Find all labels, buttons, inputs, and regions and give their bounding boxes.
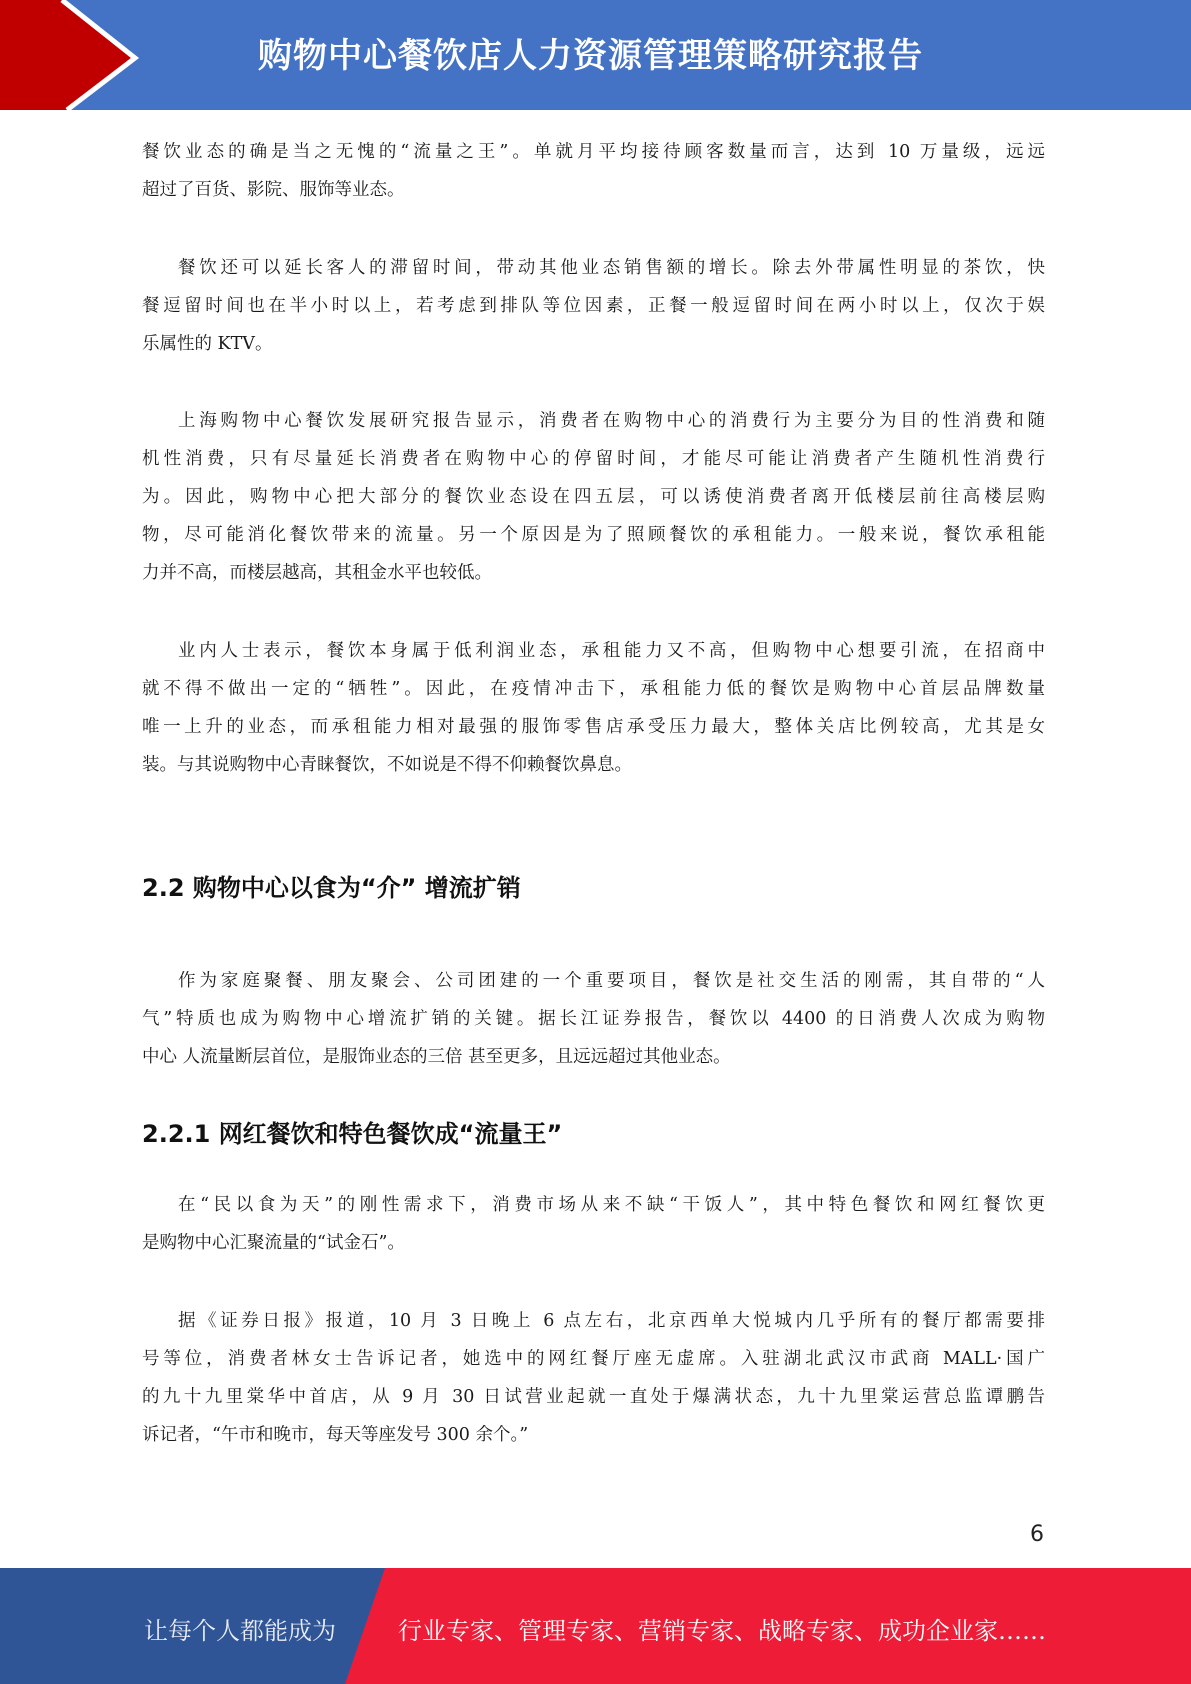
text-line: 业内人士表示，餐饮本身属于低利润业态，承租能力又不高，但购物中心想要引流，在招商中 bbox=[178, 641, 1045, 661]
paragraph bbox=[142, 632, 1045, 784]
text-line: 在“民以食为天”的刚性需求下，消费市场从来不缺“干饭人”，其中特色餐饮和网红餐饮更 bbox=[178, 1195, 1045, 1215]
text-line: 装。与其说购物中心青睐餐饮，不如说是不得不仰赖餐饮鼻息。 bbox=[142, 755, 632, 775]
section-heading-2-2-1: 2.2.1 网红餐饮和特色餐饮成“流量王” bbox=[142, 1120, 563, 1148]
paragraph bbox=[142, 1302, 1045, 1454]
footer-slogan-left: 让每个人都能成为 bbox=[144, 1617, 336, 1645]
text-line: 号等位，消费者林女士告诉记者，她选中的网红餐厅座无虚席。入驻湖北武汉市武商 MALL·国广 bbox=[142, 1349, 1045, 1369]
text-line: 据《证券日报》报道，10 月 3 日晚上 6 点左右，北京西单大悦城内几乎所有的餐厅都需要排 bbox=[178, 1311, 1045, 1331]
text-line: 唯一上升的业态，而承租能力相对最强的服饰零售店承受压力最大，整体关店比例较高，尤其是女 bbox=[142, 717, 1045, 737]
text-line: 是购物中心汇聚流量的“试金石”。 bbox=[142, 1233, 405, 1253]
text-line: 为。因此，购物中心把大部分的餐饮业态设在四五层，可以诱使消费者离开低楼层前往高楼层购 bbox=[142, 487, 1045, 507]
text-line: 气”特质也成为购物中心增流扩销的关键。据长江证券报告，餐饮以 4400 的日消费人次成为购物 bbox=[142, 1009, 1045, 1029]
text-line: 力并不高，而楼层越高，其租金水平也较低。 bbox=[142, 563, 492, 583]
text-line: 餐饮业态的确是当之无愧的“流量之王”。单就月平均接待顾客数量而言，达到 10 万量级，远远 bbox=[142, 142, 1045, 162]
text-line: 物，尽可能消化餐饮带来的流量。另一个原因是为了照顾餐饮的承租能力。一般来说，餐饮承租能 bbox=[142, 525, 1045, 545]
paragraph bbox=[142, 1186, 1045, 1262]
text-line: 诉记者，“午市和晚市，每天等座发号 300 余个。” bbox=[142, 1425, 529, 1445]
text-line: 作为家庭聚餐、朋友聚会、公司团建的一个重要项目，餐饮是社交生活的刚需，其自带的“人 bbox=[178, 971, 1045, 991]
section-heading-2-2: 2.2 购物中心以食为“介” 增流扩销 bbox=[142, 874, 521, 902]
text-line: 的九十九里棠华中首店，从 9 月 30 日试营业起就一直处于爆满状态，九十九里棠运营总监谭鹏告 bbox=[142, 1387, 1045, 1407]
paragraph bbox=[142, 133, 1045, 209]
text-line: 机性消费，只有尽量延长消费者在购物中心的停留时间，才能尽可能让消费者产生随机性消费行 bbox=[142, 449, 1045, 469]
report-title: 购物中心餐饮店人力资源管理策略研究报告 bbox=[258, 36, 923, 76]
paragraph bbox=[142, 402, 1045, 592]
text-line: 中心 人流量断层首位，是服饰业态的三倍 甚至更多，且远远超过其他业态。 bbox=[142, 1047, 731, 1067]
text-line: 餐饮还可以延长客人的滞留时间，带动其他业态销售额的增长。除去外带属性明显的茶饮，快 bbox=[178, 258, 1045, 278]
text-line: 餐逗留时间也在半小时以上，若考虑到排队等位因素，正餐一般逗留时间在两小时以上，仅次于娱 bbox=[142, 296, 1045, 316]
text-line: 超过了百货、影院、服饰等业态。 bbox=[142, 180, 405, 200]
page-number: 6 bbox=[1030, 1522, 1044, 1547]
paragraph bbox=[142, 249, 1045, 363]
text-line: 乐属性的 KTV。 bbox=[142, 334, 273, 354]
page-header bbox=[0, 0, 1191, 110]
header-chevron-decoration bbox=[0, 0, 200, 110]
footer-slogan-right: 行业专家、管理专家、营销专家、战略专家、成功企业家…… bbox=[398, 1617, 1046, 1645]
text-line: 就不得不做出一定的“牺牲”。因此，在疫情冲击下，承租能力低的餐饮是购物中心首层品牌数量 bbox=[142, 679, 1045, 699]
text-line: 上海购物中心餐饮发展研究报告显示，消费者在购物中心的消费行为主要分为目的性消费和随 bbox=[178, 411, 1045, 431]
paragraph bbox=[142, 962, 1045, 1076]
